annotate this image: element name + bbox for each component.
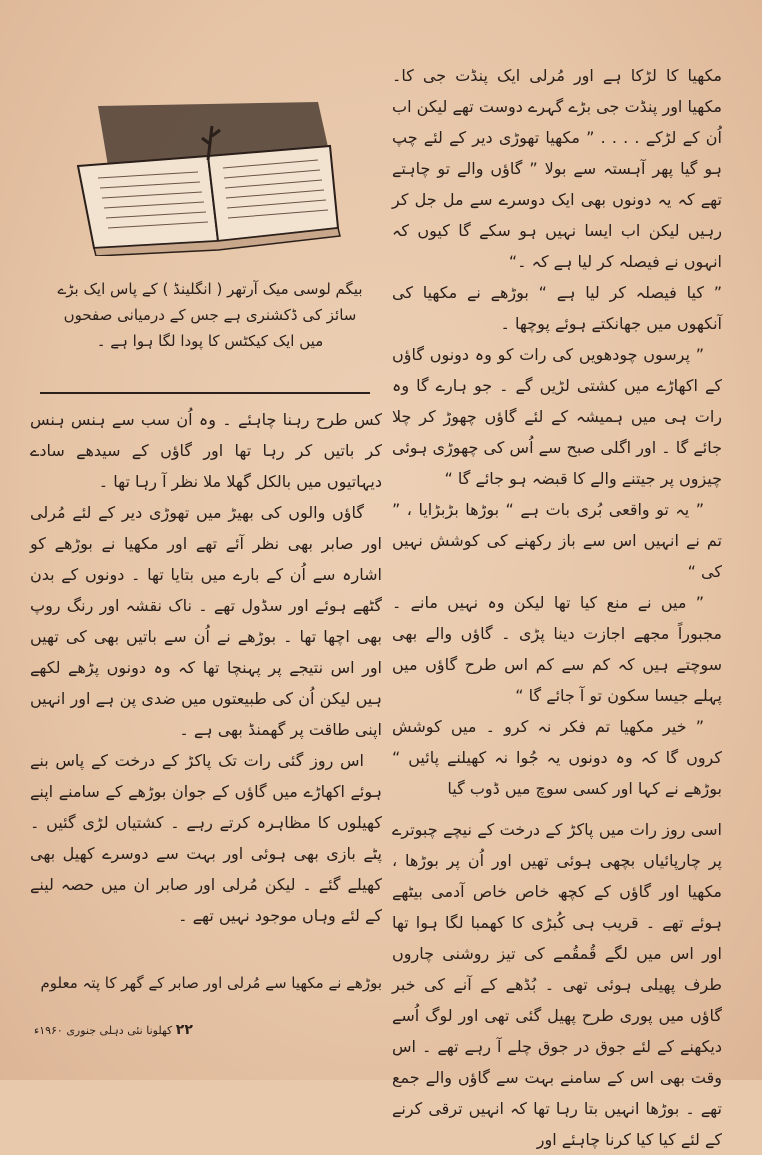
- paragraph: ” خیر مکھیا تم فکر نہ کرو ۔ میں کوشش کروں گا کہ وہ دونوں یہ جُوا نہ کھیلنے پائیں “ بوڑھے نے کہا اور کسی سوچ میں ڈوب گیا: [392, 717, 722, 798]
- open-dictionary-with-cactus-icon: [68, 96, 348, 256]
- paragraph: اس روز گئی رات تک پاکڑ کے درخت کے پاس بنے ہوئے اکھاڑے میں گاؤں کے جوان بوڑھے کے سامنے اپنے کھیلوں کا مظاہرہ کرتے رہے ۔ کشتیاں لڑی گئیں ۔ پٹے بازی بھی ہوئی اور بہت سے دوسرے کھیل بھی کھیلے گئے ۔ لیکن مُرلی اور صابر ان میں حصہ لینے کے لئے وہاں موجود نہیں تھے ۔: [30, 751, 382, 925]
- continued-paragraph: بوڑھے نے مکھیا سے مُرلی اور صابر کے گھر کا پتہ معلوم: [40, 974, 382, 992]
- page-number: ۲۲: [175, 1022, 193, 1038]
- illustration-caption: بیگم لوسی میک آرتھر ( انگلینڈ ) کے پاس ایک بڑے سائز کی ڈکشنری ہے جس کے درمیانی صفحوں میں ایک کیکٹس کا پودا لگا ہوا ہے ۔: [57, 280, 363, 350]
- paragraph: مکھیا کا لڑکا ہے اور مُرلی ایک پنڈت جی کا۔ مکھیا اور پنڈت جی بڑے گہرے دوست تھے لیکن اب اُن کے لڑکے . . . . ” مکھیا تھوڑی دیر کے لئے چپ ہو گیا پھر آہستہ سے بولا ” گاؤں والے تو چاہتے تھے کہ یہ دونوں بھی ایک دوسرے سے مل جل کر رہیں لیکن اب ایسا نہیں ہو سکے گا کیوں کہ انہوں نے فیصلہ کر لیا ہے کہ ۔“: [392, 66, 722, 271]
- right-column: [392, 60, 722, 1155]
- left-column: [30, 404, 382, 931]
- paragraph: ” پرسوں چودھویں کی رات کو وہ دونوں گاؤں کے اکھاڑے میں کشتی لڑیں گے ۔ جو ہارے گا وہ رات ہی میں ہمیشہ کے لئے گاؤں چھوڑ کر چلا جائے گا ۔ اور اگلی صبح سے اُس کی چھوڑی ہوئی چیزوں پر جیتنے والے کا قبضہ ہو جائے گا “: [392, 345, 722, 488]
- magazine-name: کھلونا نئی دہلی جنوری ۱۹۶۰ء: [34, 1024, 173, 1037]
- page-footer: [34, 1022, 194, 1038]
- column-divider: [40, 392, 370, 394]
- paragraph: کس طرح رہنا چاہئے ۔ وہ اُن سب سے ہنس ہنس کر باتیں کر رہا تھا اور گاؤں کے سیدھے سادے دیہاتیوں میں بالکل گھلا ملا نظر آ رہا تھا ۔: [30, 410, 382, 491]
- paragraph: گاؤں والوں کی بھیڑ میں تھوڑی دیر کے لئے مُرلی اور صابر بھی نظر آئے تھے اور مکھیا نے بوڑھے کو اشارہ سے اُن کے بارے میں بتایا تھا ۔ دونوں کے بدن گٹھے ہوئے اور سڈول تھے ۔ ناک نقشہ اور رنگ روپ بھی اچھا تھا ۔ بوڑھے نے اُن سے باتیں بھی کی تھیں اور اس نتیجے پر پہنچا تھا کہ وہ دونوں پڑھے لکھے ہیں لیکن اُن کی طبیعتوں میں ضدی پن ہے اور انہیں اپنی طاقت پر گھمنڈ بھی ہے ۔: [30, 503, 382, 739]
- paragraph: ” یہ تو واقعی بُری بات ہے “ بوڑھا بڑبڑایا ، ” تم نے انہیں اس سے باز رکھنے کی کوشش نہیں کی “: [392, 500, 722, 581]
- paragraph: اسی روز رات میں پاکڑ کے درخت کے نیچے چبوترے پر چارپائیاں بچھی ہوئی تھیں اور اُن پر بوڑھا ، مکھیا اور گاؤں کے کچھ خاص خاص آدمی بیٹھے ہوئے تھے ۔ قریب ہی کُبڑی کا کھمبا لگا ہوا تھا اور اس میں لگے قُمقُمے کی تیز روشنی چاروں طرف پھیلی ہوئی تھی ۔ بُڈھے کے آنے کی خبر گاؤں میں پوری طرح پھیل گئی تھی اور لوگ اُسے دیکھنے کے لئے جوق در جوق چلے آ رہے تھے ۔ اس وقت بھی اس کے سامنے بہت سے گاؤں والے جمع تھے ۔ بوڑھا انہیں بتا رہا تھا کہ انہیں ترقی کرنے کے لئے کیا کیا کرنا چاہئے اور: [392, 820, 722, 1149]
- paragraph: ” میں نے منع کیا تھا لیکن وہ نہیں مانے ۔ مجبوراً مجھے اجازت دینا پڑی ۔ گاؤں والے بھی سوچتے ہیں کہ کم سے کم اس طرح گاؤں میں پہلے جیسا سکون تو آ جائے گا “: [392, 593, 722, 705]
- paragraph: ” کیا فیصلہ کر لیا ہے “ بوڑھے نے مکھیا کی آنکھوں میں جھانکتے ہوئے پوچھا ۔: [392, 283, 722, 333]
